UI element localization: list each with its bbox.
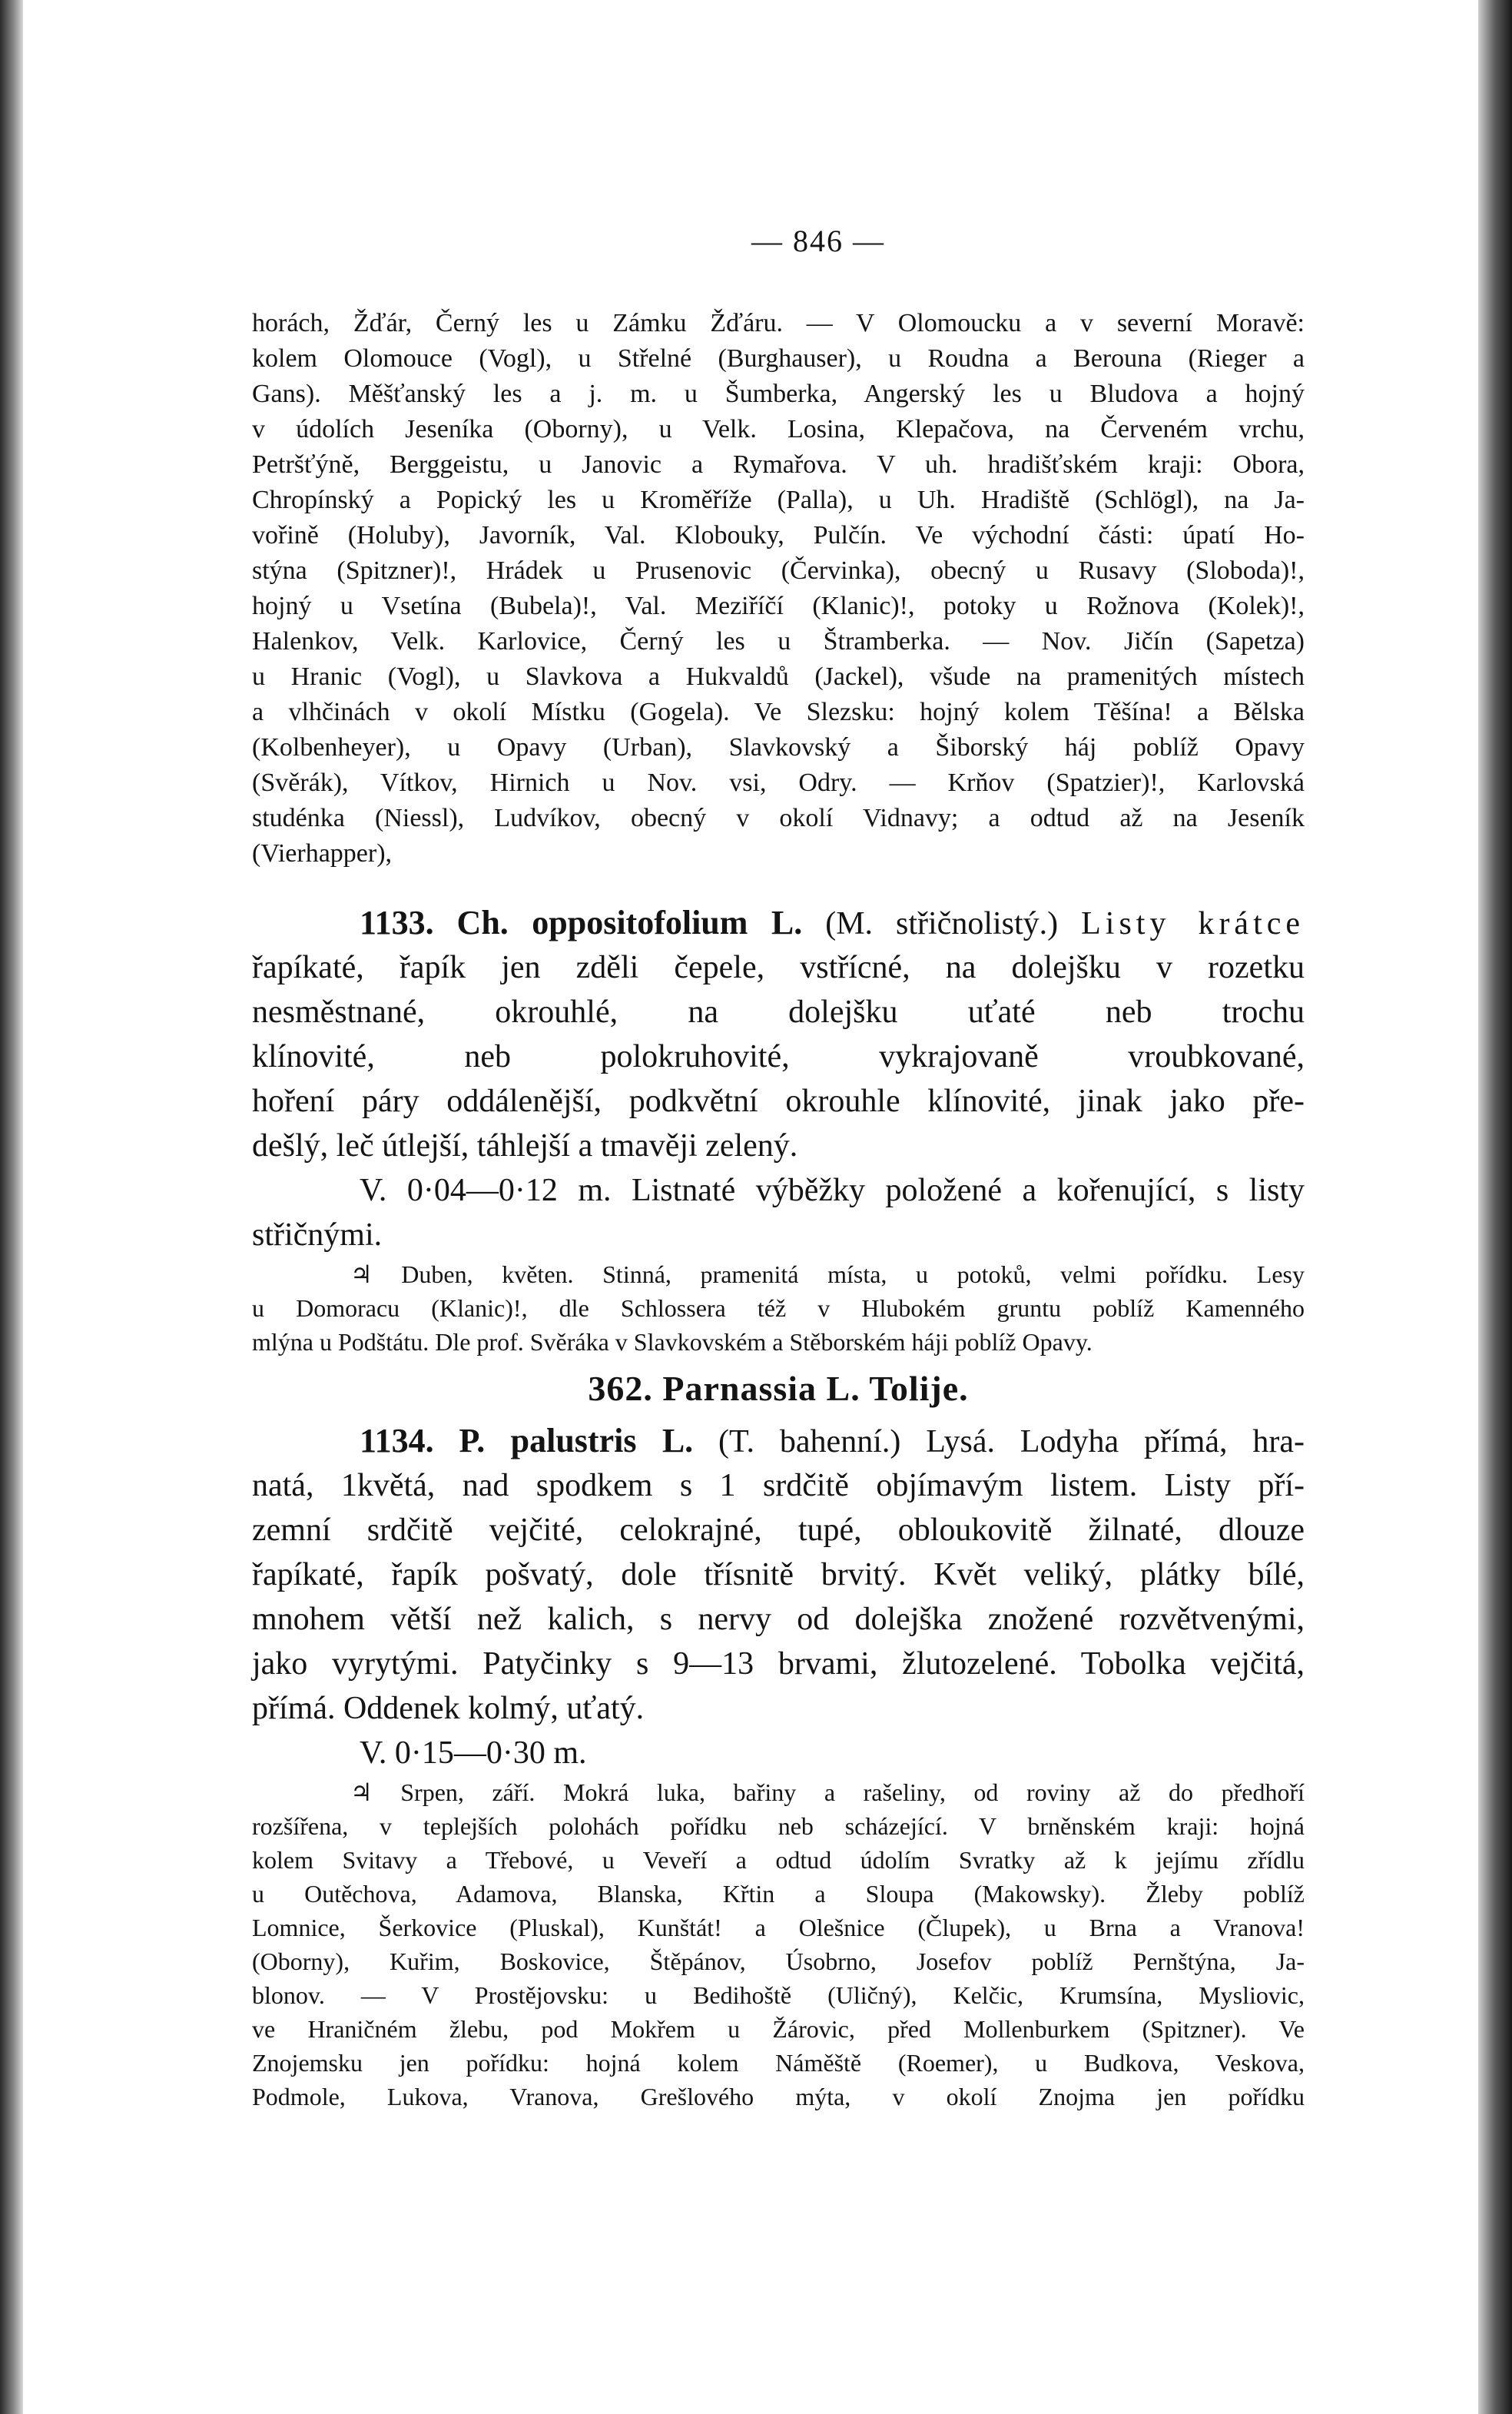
species-text: řapíkaté, řapík jen zděli čepele, vstřícné, na dolejšku v rozetku xyxy=(252,950,1305,985)
text-line: v údolích Jeseníka (Oborny), u Velk. Losina, Klepačova, na Červeném vrchu, xyxy=(252,415,1305,443)
species-text: V. 0·15—0·30 m. xyxy=(360,1735,587,1771)
note-line: u Domoracu (Klanic)!, dle Schlossera též v Hlubokém gruntu poblíž Kamenného xyxy=(252,1294,1305,1322)
species-text: nesměstnané, okrouhlé, na dolejšku uťaté neb trochu xyxy=(252,994,1305,1030)
text-line: horách, Žďár, Černý les u Zámku Žďáru. — V Olomoucku a v severní Moravě: xyxy=(252,309,1305,337)
species-text: natá, 1květá, nad spodkem s 1 srdčitě objímavým listem. Listy pří- xyxy=(252,1468,1305,1503)
species-text: klínovité, neb polokruhovité, vykrajovaně vroubkované, xyxy=(252,1039,1305,1074)
species-text: hoření páry oddálenější, podkvětní okrouhle klínovité, jinak jako pře- xyxy=(252,1084,1305,1119)
note-line: Lomnice, Šerkovice (Pluskal), Kunštát! a Olešnice (Člupek), u Brna a Vranova! xyxy=(252,1914,1305,1941)
species-text: řapíkaté, řapík pošvatý, dole třísnitě brvitý. Květ veliký, plátky bílé, xyxy=(252,1557,1305,1592)
note-line: Podmole, Lukova, Vranova, Grešlového mýta, v okolí Znojma jen pořídku xyxy=(252,2083,1305,2110)
species-text: Lysá. Lodyha přímá, hra- xyxy=(926,1424,1305,1459)
text-line: (Vierhapper), xyxy=(252,839,393,868)
note-line: ♃ Srpen, září. Mokrá luka, bařiny a rašeliny, od roviny až do předhoří xyxy=(350,1778,1305,1806)
note-line: ve Hraničném žlebu, pod Mokřem u Žárovic, před Mollenburkem (Spitzner). Ve xyxy=(252,2015,1305,2043)
text-line: u Hranic (Vogl), u Slavkova a Hukvaldů (Jackel), všude na pramenitých místech xyxy=(252,662,1305,691)
species-number: 1134. xyxy=(360,1422,434,1459)
species-text: dešlý, leč útlejší, táhlejší a tmavěji zelený. xyxy=(252,1128,798,1164)
text-line: vořině (Holuby), Javorník, Val. Klobouky, Pulčín. Ve východní části: úpatí Ho- xyxy=(252,521,1305,550)
species-text: střičnými. xyxy=(252,1217,383,1253)
scan-edge-right xyxy=(1478,0,1512,2414)
species-number: 1133. xyxy=(360,904,434,941)
note-line: kolem Svitavy a Třebové, u Veveří a odtud údolím Svratky až k jejímu zřídlu xyxy=(252,1846,1305,1874)
text-line: kolem Olomouce (Vogl), u Střelné (Burghauser), u Roudna a Berouna (Rieger a xyxy=(252,344,1305,373)
note-line: (Oborny), Kuřim, Boskovice, Štěpánov, Úsobrno, Josefov poblíž Pernštýna, Ja- xyxy=(252,1947,1305,1975)
species-vernacular: (M. střičnolistý.) xyxy=(825,906,1059,941)
scan-edge-left xyxy=(0,0,23,2414)
species-heading-line xyxy=(252,901,1305,945)
text-line: Halenkov, Velk. Karlovice, Černý les u Štramberka. — Nov. Jičín (Sapetza) xyxy=(252,627,1305,656)
page-number: — 846 — xyxy=(751,224,885,258)
species-vernacular: (T. bahenní.) xyxy=(718,1424,901,1459)
note-line: rozšířena, v teplejších polohách pořídku neb scházející. V brněnském kraji: hojná xyxy=(252,1812,1305,1840)
text-line: Petršťýně, Berggeistu, u Janovic a Rymařova. V uh. hradišťském kraji: Obora, xyxy=(252,450,1305,479)
species-text: jako vyrytými. Patyčinky s 9—13 brvami, žlutozelené. Tobolka vejčitá, xyxy=(252,1646,1305,1682)
note-line: ♃ Duben, květen. Stinná, pramenitá místa, u potoků, velmi pořídku. Lesy xyxy=(350,1260,1305,1288)
species-1133 xyxy=(252,901,1305,1257)
species-name: Ch. oppositofolium L. xyxy=(456,904,803,941)
genus-heading: 362. Parnassia L. Tolije. xyxy=(588,1369,969,1408)
species-text: přímá. Oddenek kolmý, uťatý. xyxy=(252,1691,645,1726)
text-line: a vlhčinách v okolí Místku (Gogela). Ve Slezsku: hojný kolem Těšína! a Bělska xyxy=(252,698,1305,726)
species-1134 xyxy=(252,1419,1305,1775)
block1 xyxy=(252,306,1305,872)
species-text: zemní srdčitě vejčité, celokrajné, tupé, obloukovitě žilnaté, dlouze xyxy=(252,1512,1305,1548)
note-line: blonov. — V Prostějovsku: u Bedihoště (Uličný), Kelčic, Krumsína, Myslioviс, xyxy=(252,1981,1305,2009)
species-heading-line xyxy=(252,1419,1305,1463)
text-column xyxy=(252,306,1305,2113)
species-text: Listy krátce xyxy=(1081,906,1305,941)
text-line: Chropínský a Popický les u Kroměříže (Palla), u Uh. Hradiště (Schlögl), na Ja- xyxy=(252,486,1305,514)
text-line: Gans). Měšťanský les a j. m. u Šumberka, Angerský les u Bludova a hojný xyxy=(252,380,1305,408)
note-line: u Outěchova, Adamova, Blanska, Křtin a Sloupa (Makowsky). Žleby poblíž xyxy=(252,1880,1305,1908)
species-1134-note xyxy=(252,1775,1305,2113)
text-line: studénka (Niessl), Ludvíkov, obecný v okolí Vidnavy; a odtud až na Jeseník xyxy=(252,804,1305,832)
species-text: mnohem větší než kalich, s nervy od dolejška znožené rozvětvenými, xyxy=(252,1602,1305,1637)
text-line: hojný u Vsetína (Bubela)!, Val. Meziříčí (Klanic)!, potoky u Rožnova (Kolek)!, xyxy=(252,592,1305,620)
species-text: V. 0·04—0·12 m. Listnaté výběžky položené a kořenující, s listy xyxy=(360,1173,1305,1208)
text-line: (Kolbenheyer), u Opavy (Urban), Slavkovský a Šiborský háj poblíž Opavy xyxy=(252,733,1305,762)
note-line: mlýna u Podštátu. Dle prof. Svěráka v Slavkovském a Stěborském háji poblíž Opavy. xyxy=(252,1328,1093,1356)
species-1133-note xyxy=(252,1257,1305,1359)
text-line: stýna (Spitzner)!, Hrádek u Prusenovic (Červinka), obecný u Rusavy (Sloboda)!, xyxy=(252,556,1305,585)
note-line: Znojemsku jen pořídku: hojná kolem Náměště (Roemer), u Budkova, Veskova, xyxy=(252,2049,1305,2077)
species-name: P. palustris L. xyxy=(459,1422,694,1459)
text-line: (Svěrák), Vítkov, Hirnich u Nov. vsi, Odry. — Krňov (Spatzier)!, Karlovská xyxy=(252,769,1305,797)
